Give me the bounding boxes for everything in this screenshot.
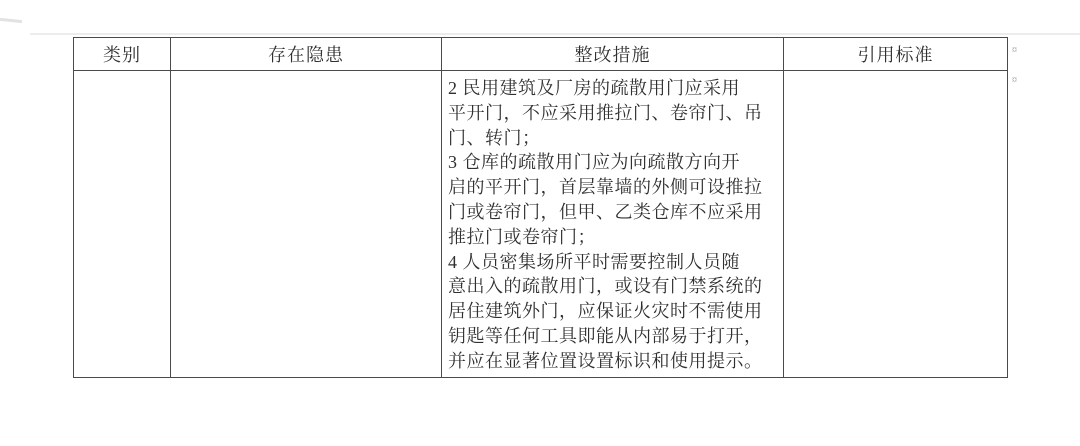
measures-line: 2 民用建筑及厂房的疏散用门应采用 <box>448 78 740 98</box>
column-header-category: 类别 <box>74 38 171 71</box>
cell-reference <box>784 71 1007 377</box>
measures-line: 门或卷帘门，但甲、乙类仓库不应采用 <box>448 201 763 222</box>
end-of-row-mark: ¤ <box>1012 75 1017 86</box>
measures-line: 并应在显著位置设置标识和使用提示。 <box>448 350 763 371</box>
measures-line: 4 人员密集场所平时需要控制人员随 <box>448 251 740 272</box>
scan-artifact-speck <box>0 18 22 23</box>
measures-line: 平开门，不应采用推拉门、卷帘门、吊 <box>448 102 763 123</box>
end-of-row-mark: ¤ <box>1012 45 1017 56</box>
cell-measures <box>442 71 784 377</box>
column-header-hazard: 存在隐患 <box>171 38 442 71</box>
measures-line: 推拉门或卷帘门； <box>448 226 596 247</box>
measures-line: 钥匙等任何工具即能从内部易于打开， <box>448 325 763 346</box>
measures-line: 居住建筑外门，应保证火灾时不需使用 <box>448 301 763 322</box>
cell-hazard <box>171 71 442 377</box>
measures-line: 启的平开门，首层靠墙的外侧可设推拉 <box>448 177 763 198</box>
column-header-reference: 引用标准 <box>784 38 1007 71</box>
measures-line: 3 仓库的疏散用门应为向疏散方向开 <box>448 152 740 173</box>
measures-line: 门、转门； <box>448 127 541 148</box>
scan-artifact-line <box>30 33 1080 35</box>
cell-category <box>74 71 171 377</box>
measures-line: 意出入的疏散用门，或设有门禁系统的 <box>448 276 763 297</box>
hazard-rectification-table <box>73 37 1008 378</box>
column-header-measures: 整改措施 <box>442 38 784 71</box>
